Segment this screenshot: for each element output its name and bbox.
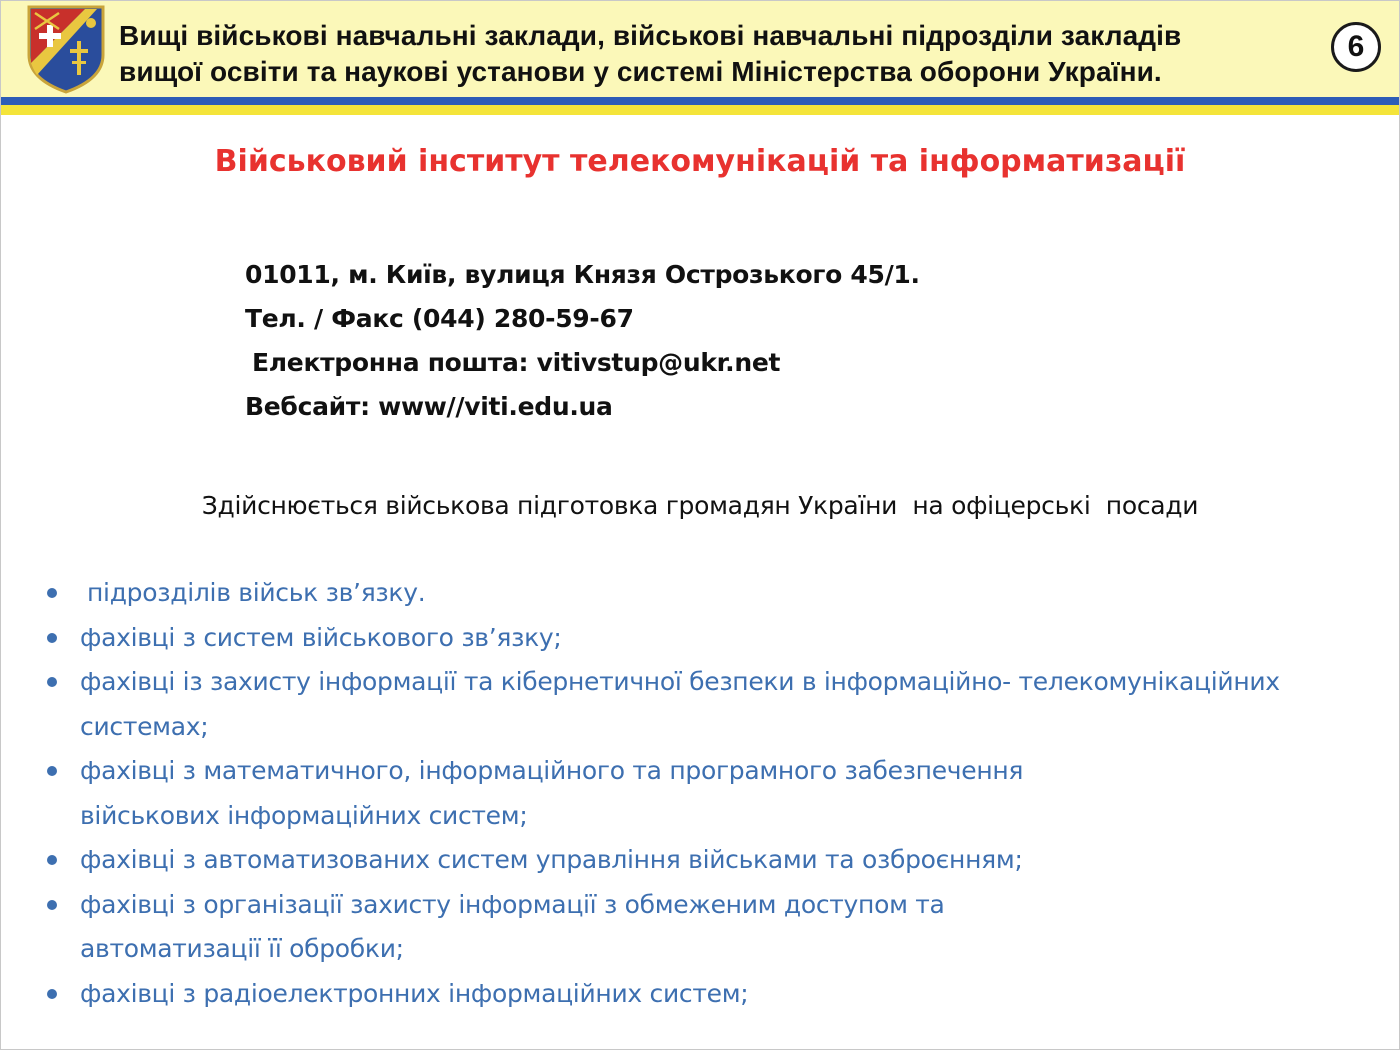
list-item: фахівці з систем військового зв’язку;	[1, 616, 1370, 661]
list-item: підрозділів військ зв’язку.	[1, 571, 1377, 616]
header-title-line1: Вищі військові навчальні заклади, військові навчальні підрозділи закладів	[119, 20, 1182, 51]
phone-line: Тел. / Факс (044) 280-59-67	[245, 304, 634, 333]
list-item: фахівці з радіоелектронних інформаційних систем;	[1, 972, 1370, 1017]
website-line: Вебсайт: www//viti.edu.ua	[245, 392, 613, 421]
ministry-of-defence-emblem-icon	[25, 3, 107, 95]
bullet-icon	[47, 677, 57, 687]
bullet-icon	[47, 633, 57, 643]
bullet-icon	[47, 766, 57, 776]
list-item: фахівці з автоматизованих систем управління військами та озброєнням;	[1, 838, 1370, 883]
contacts-block	[245, 253, 1145, 429]
header-stripe-yellow	[1, 105, 1399, 115]
list-item: фахівці з організації захисту інформації з обмеженим доступом та автоматизації її обробки;	[1, 883, 1010, 972]
list-item: фахівці з математичного, інформаційного та програмного забезпечення військових інформаційних систем;	[1, 749, 1090, 838]
institute-title: Військовий інститут телекомунікацій та інформатизації	[214, 144, 1186, 179]
list-item: фахівці із захисту інформації та кібернетичної безпеки в інформаційно- телекомунікаційних системах;	[1, 660, 1370, 749]
header-stripe-blue	[1, 97, 1399, 105]
bullet-icon	[47, 588, 57, 598]
header-title	[119, 18, 1309, 90]
address-line: 01011, м. Київ, вулиця Князя Острозького 45/1.	[245, 260, 920, 289]
header-title-line2: вищої освіти та наукові установи у системі Міністерства оборони України.	[119, 56, 1162, 87]
bullet-icon	[47, 855, 57, 865]
bullet-icon	[47, 900, 57, 910]
specialties-list	[1, 571, 1399, 1016]
intro-text: Здійснюється військова підготовка громадян України на офіцерські посади	[201, 491, 1199, 520]
header-bar	[1, 1, 1399, 97]
email-line: Електронна пошта: vitivstup@ukr.net	[252, 348, 781, 377]
page-number-badge: 6	[1331, 22, 1381, 72]
bullet-icon	[47, 989, 57, 999]
